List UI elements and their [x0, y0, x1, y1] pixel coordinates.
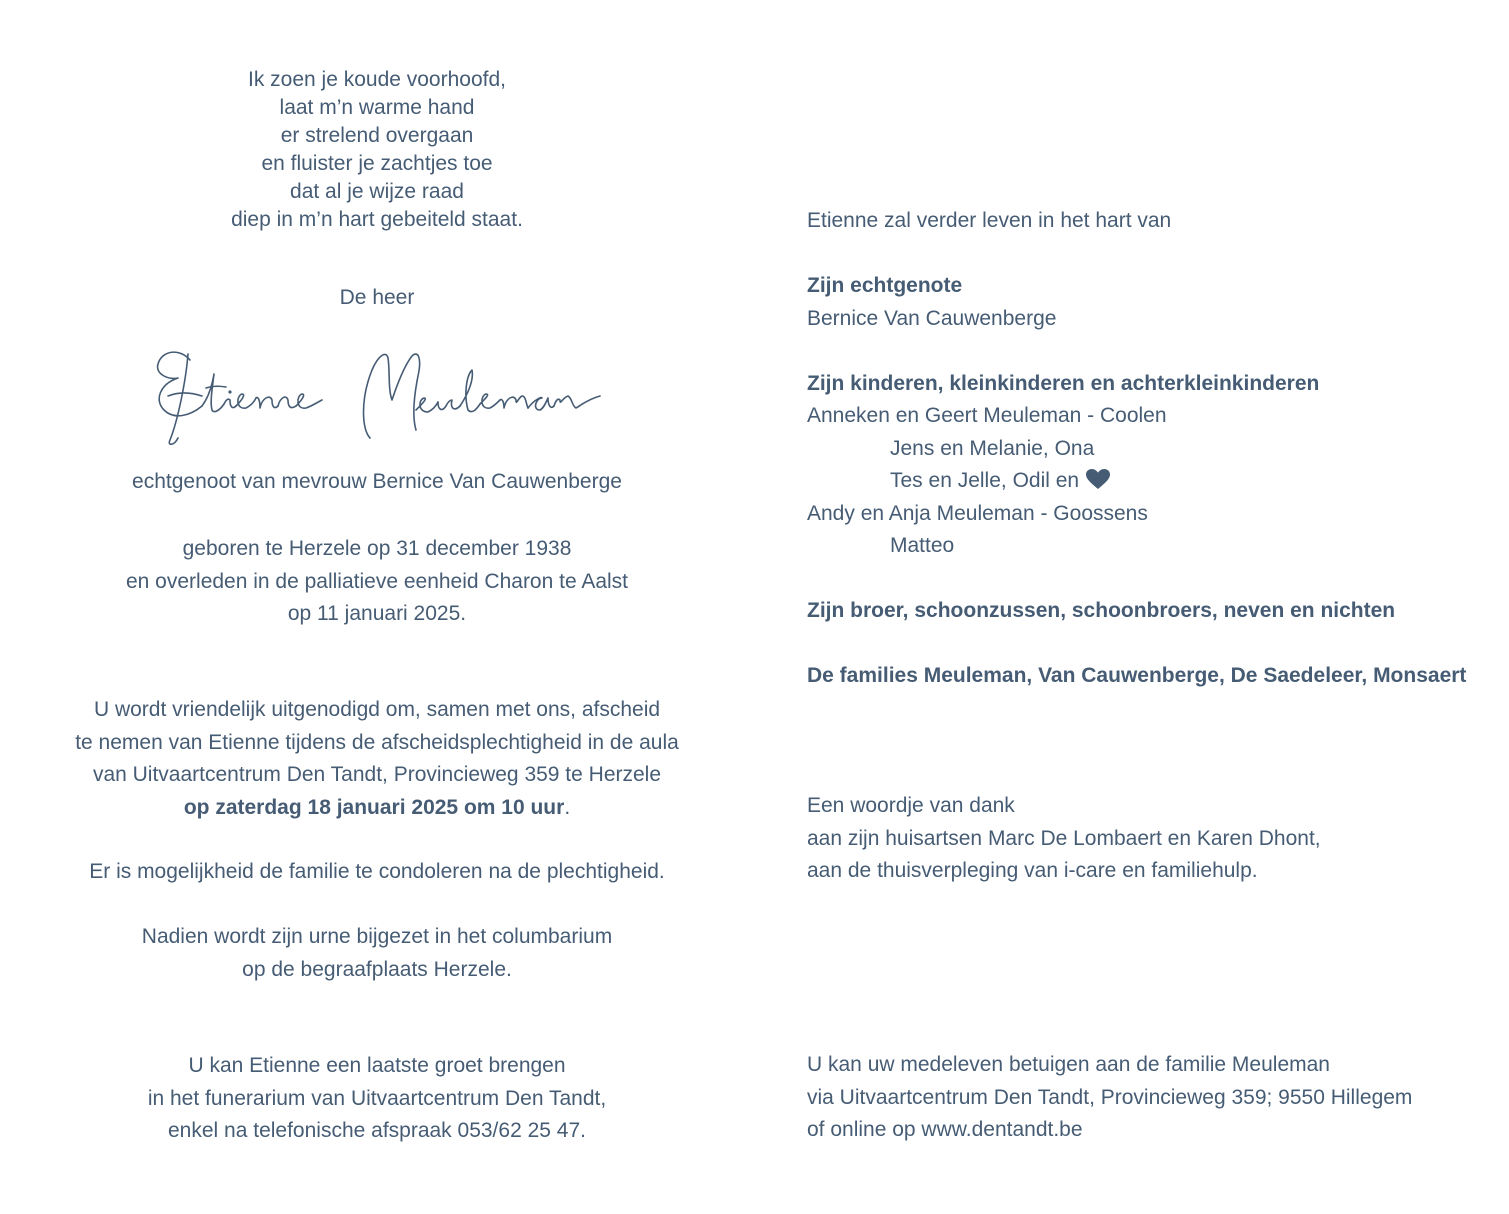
sympathy-line: U kan uw medeleven betuigen aan de familie Meuleman — [807, 1053, 1330, 1076]
birth-death-line: op 11 januari 2025. — [287, 602, 467, 625]
poem-line: laat m’n warme hand — [279, 96, 475, 119]
invitation-line: te nemen van Etienne tijdens de afscheidsplechtigheid in de aula — [75, 730, 679, 754]
deceased-name-signature — [150, 340, 610, 450]
burial-line: op de begraafplaats Herzele. — [242, 957, 512, 981]
poem-line: en fluister je zachtjes toe — [261, 152, 493, 175]
heart-icon — [1085, 468, 1111, 490]
thanks — [807, 790, 1321, 888]
visit-line: in het funerarium van Uitvaartcentrum Den Tandt, — [147, 1086, 607, 1110]
grandchild-1b-line — [890, 465, 1111, 498]
burial — [40, 921, 714, 986]
family-intro: Etienne zal verder leven in het hart van — [807, 209, 1172, 232]
ceremony-date-suffix: . — [564, 795, 571, 819]
ceremony-date-line — [40, 792, 714, 825]
poem-line: Ik zoen je koude voorhoofd, — [247, 68, 506, 91]
spouse-heading: Zijn echtgenote — [807, 274, 963, 297]
poem-line: er strelend overgaan — [280, 124, 474, 147]
salutation: De heer — [339, 286, 415, 309]
ceremony-date: op zaterdag 18 januari 2025 om 10 uur — [183, 795, 565, 819]
spouse-line: echtgenoot van mevrouw Bernice Van Cauwenberge — [132, 470, 622, 493]
poem-line: dat al je wijze raad — [290, 180, 464, 203]
visit-line: U kan Etienne een laatste groet brengen — [188, 1054, 566, 1077]
sympathy-line: via Uitvaartcentrum Den Tandt, Provincieweg 359; 9550 Hillegem — [807, 1085, 1413, 1109]
birth-death-line: geboren te Herzele op 31 december 1938 — [182, 537, 572, 560]
grandchild-1b: Tes en Jelle, Odil en — [890, 469, 1080, 492]
burial-line: Nadien wordt zijn urne bijgezet in het columbarium — [141, 925, 613, 948]
poem-line: diep in m’n hart gebeiteld staat. — [231, 208, 523, 231]
sympathy — [807, 1049, 1412, 1147]
invitation-line: van Uitvaartcentrum Den Tandt, Provincieweg 359 te Herzele — [92, 763, 662, 786]
condolence: Er is mogelijkheid de familie te condoleren na de plechtigheid. — [89, 860, 665, 883]
poem — [40, 66, 714, 234]
invitation-line: U wordt vriendelijk uitgenodigd om, samen met ons, afscheid — [93, 698, 661, 721]
families-heading: De families Meuleman, Van Cauwenberge, De Saedeleer, Monsaert — [807, 664, 1467, 687]
visit — [40, 1050, 714, 1148]
child-2: Andy en Anja Meuleman - Goossens — [807, 501, 1148, 525]
grandchild-1a: Jens en Melanie, Ona — [890, 436, 1095, 460]
thanks-line: Een woordje van dank — [807, 794, 1015, 817]
children-heading: Zijn kinderen, kleinkinderen en achterkleinkinderen — [807, 371, 1320, 395]
birth-death — [40, 533, 714, 631]
invitation — [40, 694, 714, 824]
grandchild-2a: Matteo — [890, 534, 955, 557]
thanks-line: aan zijn huisartsen Marc De Lombaert en Karen Dhont, — [807, 826, 1321, 850]
birth-death-line: en overleden in de palliatieve eenheid Charon te Aalst — [125, 569, 629, 593]
sympathy-line: of online op www.dentandt.be — [807, 1118, 1083, 1141]
siblings-heading: Zijn broer, schoonzussen, schoonbroers, neven en nichten — [807, 599, 1396, 622]
spouse-name: Bernice Van Cauwenberge — [807, 306, 1057, 330]
visit-line: enkel na telefonische afspraak 053/62 25 47. — [168, 1119, 586, 1142]
thanks-line: aan de thuisverpleging van i-care en familiehulp. — [807, 859, 1258, 882]
child-1: Anneken en Geert Meuleman - Coolen — [807, 404, 1167, 427]
